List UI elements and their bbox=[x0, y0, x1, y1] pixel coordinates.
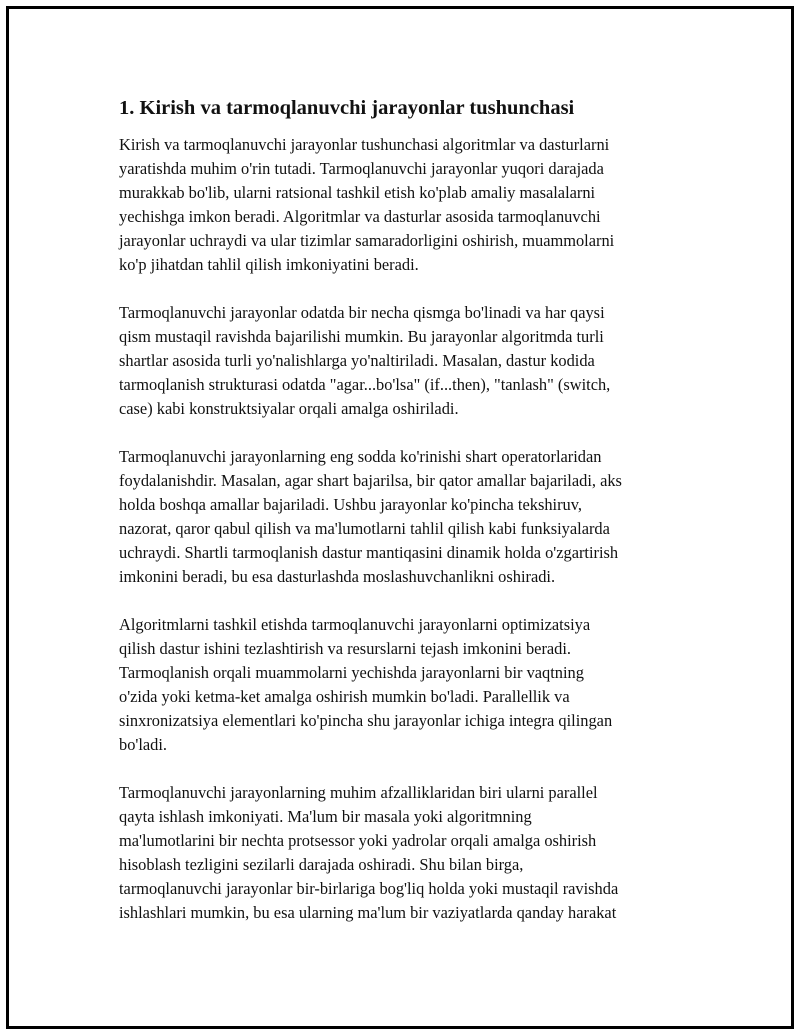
text-line: foydalanishdir. Masalan, agar shart bajarilsa, bir qator amallar bajariladi, aks bbox=[119, 471, 622, 490]
text-line: Tarmoqlanuvchi jarayonlar odatda bir necha qismga bo'linadi va har qaysi bbox=[119, 303, 605, 322]
text-line: tarmoqlanish strukturasi odatda "agar...bo'lsa" (if...then), "tanlash" (switch, bbox=[119, 375, 611, 394]
text-line: uchraydi. Shartli tarmoqlanish dastur mantiqasini dinamik holda o'zgartirish bbox=[119, 543, 619, 562]
paragraph-1 bbox=[119, 133, 691, 277]
text-line: bo'ladi. bbox=[119, 735, 168, 754]
text-line: ishlashlari mumkin, bu esa ularning ma'lum bir vaziyatlarda qanday harakat bbox=[119, 903, 617, 922]
text-line: ko'p jihatdan tahlil qilish imkoniyatini beradi. bbox=[119, 255, 419, 274]
text-line: imkonini beradi, bu esa dasturlashda moslashuvchanlikni oshiradi. bbox=[119, 567, 556, 586]
text-line: Kirish va tarmoqlanuvchi jarayonlar tushunchasi algoritmlar va dasturlarni bbox=[119, 135, 610, 154]
text-line: holda boshqa amallar bajariladi. Ushbu jarayonlar ko'pincha tekshiruv, bbox=[119, 495, 582, 514]
text-line: yaratishda muhim o'rin tutadi. Tarmoqlanuvchi jarayonlar yuqori darajada bbox=[119, 159, 604, 178]
paragraph-2 bbox=[119, 301, 691, 421]
paragraph-3 bbox=[119, 445, 691, 589]
text-line: murakkab bo'lib, ularni ratsional tashkil etish ko'plab amaliy masalalarni bbox=[119, 183, 596, 202]
paragraph-5 bbox=[119, 781, 691, 925]
document-body bbox=[119, 95, 691, 949]
section-heading: 1. Kirish va tarmoqlanuvchi jarayonlar tushunchasi bbox=[119, 97, 575, 119]
text-line: nazorat, qaror qabul qilish va ma'lumotlarni tahlil qilish kabi funksiyalarda bbox=[119, 519, 610, 538]
text-line: case) kabi konstruktsiyalar orqali amalga oshiriladi. bbox=[119, 399, 459, 418]
text-line: qayta ishlash imkoniyati. Ma'lum bir masala yoki algoritmning bbox=[119, 807, 532, 826]
text-line: tarmoqlanuvchi jarayonlar bir-birlariga bog'liq holda yoki mustaqil ravishda bbox=[119, 879, 619, 898]
text-line: qilish dastur ishini tezlashtirish va resurslarni tejash imkonini beradi. bbox=[119, 639, 572, 658]
text-line: sinxronizatsiya elementlari ko'pincha shu jarayonlar ichiga integra qilingan bbox=[119, 711, 613, 730]
text-line: hisoblash tezligini sezilarli darajada oshiradi. Shu bilan birga, bbox=[119, 855, 524, 874]
text-line: jarayonlar uchraydi va ular tizimlar samaradorligini oshirish, muammolarni bbox=[119, 231, 615, 250]
text-line: qism mustaqil ravishda bajarilishi mumkin. Bu jarayonlar algoritmda turli bbox=[119, 327, 604, 346]
text-line: ma'lumotlarini bir nechta protsessor yoki yadrolar orqali amalga oshirish bbox=[119, 831, 597, 850]
paragraphs-container bbox=[119, 133, 691, 925]
text-line: Tarmoqlanuvchi jarayonlarning eng sodda ko'rinishi shart operatorlaridan bbox=[119, 447, 602, 466]
text-line: shartlar asosida turli yo'nalishlarga yo'naltiriladi. Masalan, dastur kodida bbox=[119, 351, 595, 370]
text-line: o'zida yoki ketma-ket amalga oshirish mumkin bo'ladi. Parallellik va bbox=[119, 687, 570, 706]
document-page bbox=[6, 6, 794, 1029]
text-line: Tarmoqlanuvchi jarayonlarning muhim afzalliklaridan biri ularni parallel bbox=[119, 783, 598, 802]
paragraph-4 bbox=[119, 613, 691, 757]
text-line: Tarmoqlanish orqali muammolarni yechishda jarayonlarni bir vaqtning bbox=[119, 663, 584, 682]
text-line: Algoritmlarni tashkil etishda tarmoqlanuvchi jarayonlarni optimizatsiya bbox=[119, 615, 591, 634]
text-line: yechishga imkon beradi. Algoritmlar va dasturlar asosida tarmoqlanuvchi bbox=[119, 207, 601, 226]
